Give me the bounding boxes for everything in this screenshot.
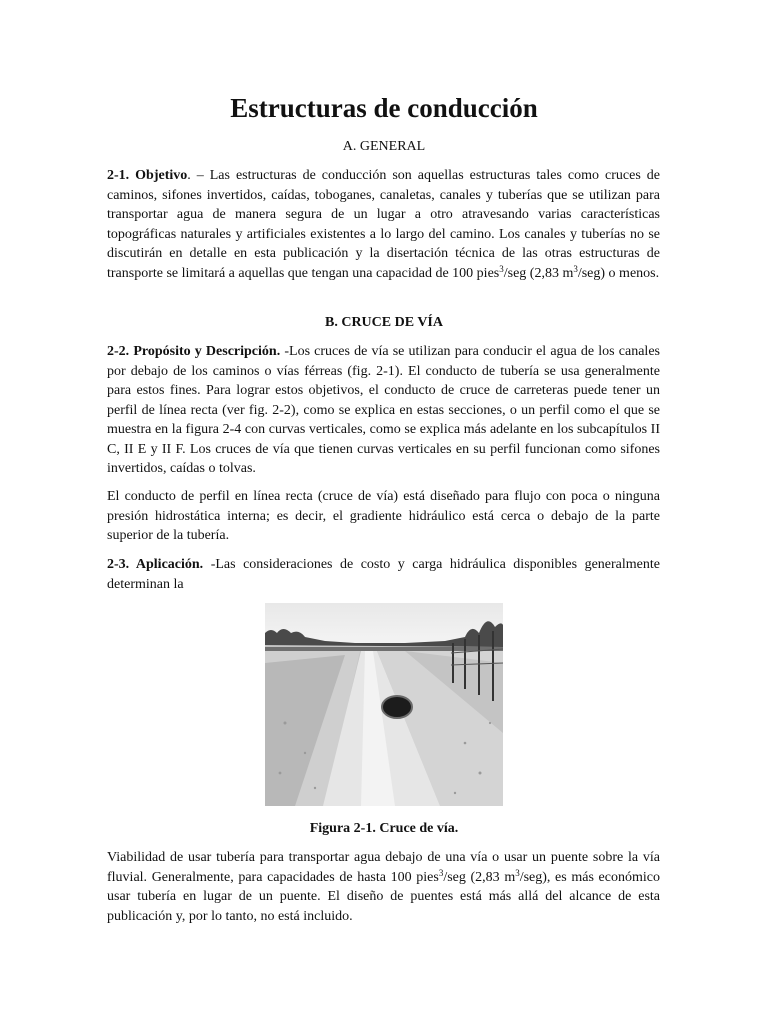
superscript: 3 bbox=[573, 263, 578, 274]
paragraph-objetivo bbox=[107, 166, 660, 283]
paragraph-aplicacion-label: 2-3. Aplicación. bbox=[107, 557, 204, 572]
paragraph-objetivo-label: 2-1. Objetivo bbox=[107, 168, 188, 183]
paragraph-viabilidad-mid: /seg (2,83 m bbox=[443, 869, 516, 885]
paragraph-objetivo-mid: /seg (2,83 m bbox=[503, 265, 574, 281]
figure-caption: Figura 2-1. Cruce de vía. bbox=[309, 821, 459, 836]
paragraph-viabilidad-text: Viabilidad de usar tubería para transportar agua debajo de una vía o usar un puente sobre la vía fluvial. Generalmente, para capacidades de hasta 100 pies bbox=[107, 850, 660, 885]
paragraph-objetivo-text: . – Las estructuras de conducción son aquellas estructuras tales como cruces de caminos, sifones invertidos, caídas, toboganes, canaletas, canales y tuberías que se utilizan para transportar agua de manera segura de un lugar a otro atravesando varias características topográficas naturales y artificiales existentes a lo largo del camino. Los canales y tuberías no se discutirán en detalle en esta publicación y la disertación técnica de las otras estructuras de transporte se limitará a aquellas que tengan una capacidad de 100 pies bbox=[107, 168, 660, 281]
superscript: 3 bbox=[515, 867, 520, 878]
paragraph-objetivo-end: /seg) o menos. bbox=[577, 265, 660, 281]
paragraph-viabilidad bbox=[107, 848, 660, 926]
section-b-heading: B. CRUCE DE VÍA bbox=[325, 315, 443, 330]
paragraph-conducto: El conducto de perfil en línea recta (cruce de vía) está diseñado para flujo con poca o ninguna presión hidrostática interna; es decir, el gradiente hidráulico está cerca o debajo de la parte superior de la tubería. bbox=[107, 489, 660, 543]
paragraph-proposito bbox=[107, 342, 660, 479]
superscript: 3 bbox=[499, 263, 504, 274]
paragraph-proposito-label: 2-2. Propósito y Descripción. bbox=[107, 344, 281, 359]
paragraph-aplicacion bbox=[107, 555, 660, 594]
road-crossing-photo bbox=[265, 603, 503, 806]
paragraph-viabilidad-end: /seg), es más económico usar tubería en lugar de un puente. El diseño de puentes está más allá del alcance de esta publicación y, por lo tanto, no está incluido. bbox=[107, 869, 660, 924]
superscript: 3 bbox=[438, 867, 444, 878]
page-title: Estructuras de conducción bbox=[230, 93, 538, 123]
paragraph-proposito-text: -Los cruces de vía se utilizan para conducir el agua de los canales por debajo de los caminos o vías férreas (fig. 2-1). El conducto de tubería se usa generalmente para estos fines. Para lograr estos objetivos, el conducto de cruce de carreteras puede tener un perfil de línea recta (ver fig. 2-2), como se explica en estas secciones, o un perfil como el que se muestra en la figura 2-4 con curvas verticales, como se explica más adelante en los subcapítulos II C, II E y II F. Los cruces de vía que tienen curvas verticales en su perfil funcionan como sifones invertidos, caídas o tolvas. bbox=[107, 344, 660, 476]
paragraph-aplicacion-text: -Las consideraciones de costo y carga hidráulica disponibles generalmente determinan la bbox=[107, 557, 660, 592]
section-a-heading: A. GENERAL bbox=[342, 139, 426, 154]
